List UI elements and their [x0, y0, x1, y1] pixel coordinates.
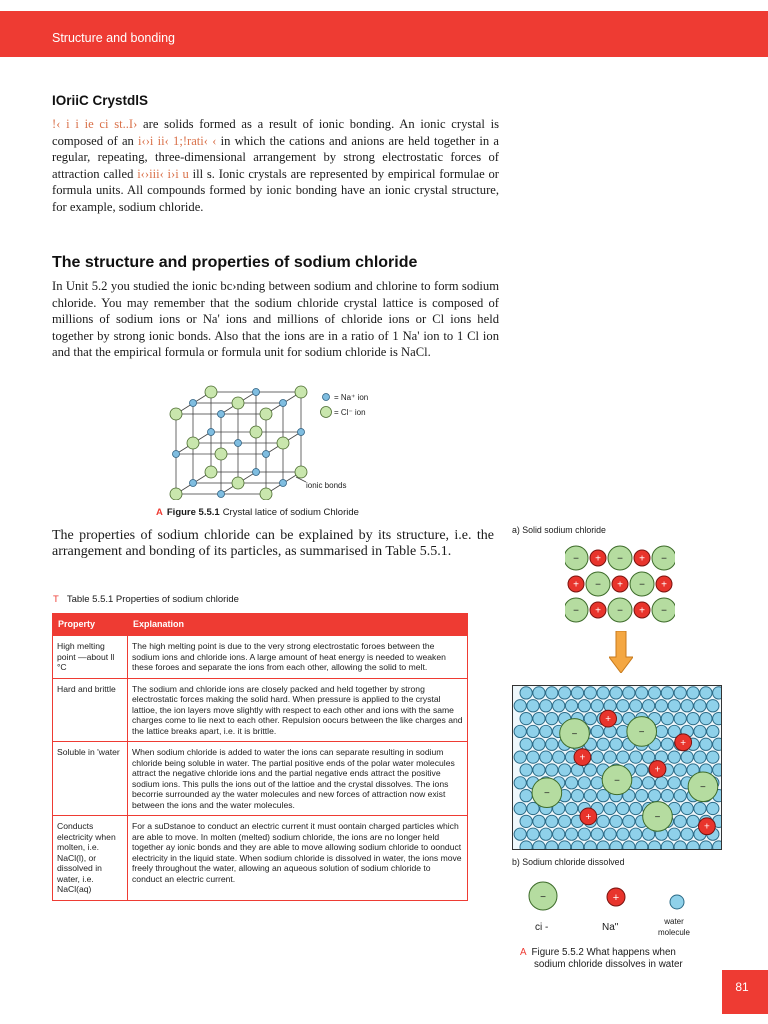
properties-table [52, 613, 468, 901]
water-molecule [559, 687, 571, 699]
water-molecule [630, 751, 642, 763]
page-number: 81 [735, 980, 749, 994]
property-cell: High melting point —about ll °C [53, 636, 128, 679]
water-molecule [617, 700, 629, 712]
water-molecule [514, 700, 526, 712]
water-molecule-icon [670, 895, 684, 909]
explanation-cell: The high melting point is due to the very strong electrostatic foroes between the sodium ions and chloride ions. A large amount of heat energy is needed to weaken these foroes and separate the ions from each other, allowing the solid to melt. [128, 636, 468, 679]
water-molecule [610, 815, 622, 827]
sodium-chloride-paragraph: In Unit 5.2 you studied the ionic bc›nding between sodium and chlorine to form sodium chloride. You may remember that the sodium chloride crystal lattice is composed of millions of sodium ions or Na' ions and millions of chloride ions or Cl ions held together by strong ionic bonds. Also that the ions are in a ratio of 1 Na' ion to 1 Cl ion and that the empirical formula or formula unit for sodium chloride is NaCl. [52, 279, 499, 359]
water-molecule [681, 802, 693, 814]
water-molecule [681, 828, 693, 840]
water-molecule [514, 777, 526, 789]
ion-charge-sign: − [614, 775, 620, 787]
water-molecule [597, 738, 609, 750]
water-molecule [674, 790, 686, 802]
water-molecule [674, 687, 686, 699]
water-molecule [553, 700, 565, 712]
property-cell: Soluble in 'water [53, 742, 128, 816]
water-molecule [617, 751, 629, 763]
water-molecule [661, 841, 673, 850]
water-molecule [681, 751, 693, 763]
water-molecule [514, 802, 526, 814]
ion-charge-sign: − [617, 605, 623, 617]
water-molecule [648, 687, 660, 699]
water-molecule [584, 712, 596, 724]
ion-charge-sign: + [605, 714, 611, 726]
water-molecule [661, 738, 673, 750]
water-molecule [527, 751, 539, 763]
ion-charge-sign: − [571, 728, 578, 740]
water-molecule [578, 828, 590, 840]
water-molecule [584, 687, 596, 699]
water-molecule-legend-label: water molecule [657, 917, 690, 937]
water-molecule [661, 712, 673, 724]
water-molecule [700, 841, 712, 850]
ion-charge-sign: − [638, 726, 645, 738]
water-molecule [553, 751, 565, 763]
explanation-cell: For a suDstanoe to conduct an electric current it must oontain charged particles which are able to move. In molten (melted) sodium chloride, the ions are no longer held together ay ionic bonds and they are able to move allowing sodium chloride to oonduct electricity in the liquid state. When sodium chloride is dissolved in water, the ions move freely throughout the water, allowing an aqueous solution of sodium chloride to conduct an electric current. [128, 816, 468, 901]
water-molecule [668, 751, 680, 763]
property-cell: Conducts electricity when molten, i.e. NaCl(l), or dissolved in water, i.e. NaCl(aq) [53, 816, 128, 901]
water-molecule [591, 700, 603, 712]
ion-charge-sign: − [573, 553, 579, 565]
ion-charge-sign: + [617, 579, 623, 591]
water-molecule [527, 725, 539, 737]
sodium-ion-legend-label: Na" [602, 922, 619, 933]
table-row [53, 816, 468, 901]
ion-charge-sign: + [639, 605, 645, 617]
water-molecule [527, 828, 539, 840]
water-molecule [540, 751, 552, 763]
water-molecule [591, 777, 603, 789]
water-molecule [713, 738, 722, 750]
water-molecule [668, 777, 680, 789]
water-molecule [546, 712, 558, 724]
water-molecule [514, 751, 526, 763]
ion-charge-sign: − [661, 605, 667, 617]
water-molecule [700, 712, 712, 724]
ion-charge-sign: + [573, 579, 579, 591]
water-molecule [520, 712, 532, 724]
water-molecule [648, 790, 660, 802]
water-molecule [520, 764, 532, 776]
dissolved-sodium-chloride-diagram [512, 685, 722, 850]
water-molecule [597, 841, 609, 850]
water-molecule [694, 700, 706, 712]
water-molecule [520, 815, 532, 827]
water-molecule [623, 841, 635, 850]
water-molecule [674, 841, 686, 850]
solid-sodium-chloride-diagram [565, 544, 675, 624]
table-caption: T Table 5.5.1 Properties of sodium chloride [53, 594, 239, 605]
ion-charge-sign: + [579, 752, 586, 764]
water-molecule [617, 802, 629, 814]
table-header-property: Property [53, 614, 128, 636]
cl-ion-legend-label: = Cl⁻ ion [334, 408, 366, 417]
section-heading-ionic-crystals: IOriiC CrystdlS [52, 93, 149, 108]
water-molecule [694, 725, 706, 737]
ionic-bonds-label: ionic bonds [306, 481, 347, 490]
chapter-title: Structure and bonding [52, 31, 176, 45]
ion-charge-sign: − [639, 579, 645, 591]
ion-charge-sign: + [661, 579, 667, 591]
water-molecule [713, 841, 722, 850]
water-molecule [540, 700, 552, 712]
water-molecule [661, 687, 673, 699]
water-molecule [623, 687, 635, 699]
water-molecule [642, 700, 654, 712]
water-molecule [514, 725, 526, 737]
water-molecule [597, 815, 609, 827]
ion-charge-sign: − [595, 579, 601, 591]
table-header-explanation: Explanation [128, 614, 468, 636]
water-molecule [707, 751, 719, 763]
water-molecule [636, 764, 648, 776]
water-molecule [604, 802, 616, 814]
water-molecule [546, 815, 558, 827]
water-molecule [707, 802, 719, 814]
water-molecule [713, 712, 722, 724]
water-molecule [604, 751, 616, 763]
property-cell: Hard and brittle [53, 678, 128, 742]
water-molecule [559, 841, 571, 850]
water-molecule [565, 828, 577, 840]
solid-sodium-chloride-label: a) Solid sodium chloride [512, 525, 606, 535]
water-molecule [553, 828, 565, 840]
water-molecule [565, 777, 577, 789]
water-molecule [610, 841, 622, 850]
water-molecule [674, 764, 686, 776]
figure-5-5-1-caption: A Figure 5.5.1 Crystal latice of sodium Chloride [156, 507, 359, 518]
water-molecule [687, 841, 699, 850]
water-molecule [630, 828, 642, 840]
ion-charge-sign: − [661, 553, 667, 565]
water-molecule [540, 828, 552, 840]
ion-charge-sign: − [617, 553, 623, 565]
water-molecule [546, 841, 558, 850]
ion-charge-sign: + [595, 605, 601, 617]
ion-charge-sign: − [654, 811, 661, 823]
ion-charge-sign: + [585, 811, 592, 823]
water-molecule [694, 751, 706, 763]
water-molecule [533, 841, 545, 850]
water-molecule [655, 700, 667, 712]
water-molecule [591, 725, 603, 737]
water-molecule [636, 687, 648, 699]
water-molecule [591, 828, 603, 840]
water-molecule [610, 738, 622, 750]
water-molecule [533, 687, 545, 699]
water-molecule [533, 815, 545, 827]
table-row [53, 678, 468, 742]
ionic-crystals-paragraph: !‹ i i ie ci st..I› are solids formed as a result of ionic bonding. An ionic crystal is composed of an i‹›i ii‹ 1;!rati‹ ‹ in which the cations and anions are held together in a regular, repeating, three-dimensional arrangement by strong electrostatic forces of attraction called i‹›iii‹ i›i u ill s. Ionic crystals are represented by empirical formulae or formula units. All compounds formed by ionic bonding have an ionic crystal structure, for example, sodium chloride. [52, 117, 500, 214]
ion-charge-sign: + [595, 553, 601, 565]
properties-intro-paragraph: The properties of sodium chloride can be explained by its structure, i.e. the arrangement and bonding of its particles, as summarised in Table 5.5.1. [52, 528, 494, 559]
ion-charge-sign: + [704, 821, 710, 833]
water-molecule [713, 764, 722, 776]
water-molecule [674, 712, 686, 724]
ion-charge-sign: − [573, 605, 579, 617]
water-molecule [546, 687, 558, 699]
water-molecule [559, 764, 571, 776]
table-row [53, 636, 468, 679]
water-molecule [571, 687, 583, 699]
term-ionic-bonds: i‹›iii‹ i›i u [137, 166, 189, 181]
explanation-cell: The sodium and chloride ions are closely packed and held together by strong electrostatic forces making the solid hard. When pressure is applied to the crystal lattioe, the ion layers move slightly with respect to each other and ions with the same charges come to lie next to each other. Repulsion oocurs between the like charges and the lattice breaks apart, i.e. it is brittle. [128, 678, 468, 742]
water-molecule [687, 815, 699, 827]
water-molecule [520, 687, 532, 699]
water-molecule [527, 700, 539, 712]
chloride-ion-sign: − [540, 892, 546, 903]
water-molecule [617, 828, 629, 840]
water-molecule [565, 802, 577, 814]
cl-ion-legend-icon [321, 407, 332, 418]
ion-charge-sign: + [639, 553, 645, 565]
water-molecule [578, 700, 590, 712]
chloride-ion-legend-label: ci - [535, 922, 549, 933]
ion-charge-sign: + [680, 737, 687, 749]
water-molecule [533, 764, 545, 776]
water-molecule [520, 738, 532, 750]
water-molecule [668, 700, 680, 712]
water-molecule [604, 828, 616, 840]
water-molecule [578, 777, 590, 789]
water-molecule [707, 700, 719, 712]
water-molecule [584, 841, 596, 850]
explanation-cell: When sodium chloride is added to water the ions can separate resulting in sodium chloride being soluble in water. The partial positive ends of the polar water molecules attract the negative chloride ions and the partial negative ends attract the positive sodium ions. This pulls the ions out of the lattioe and the crystal dissolves. The ions becorrie surrounded ay the water molecules and new forces of attraction now exist between the ions and the water molecules. [128, 742, 468, 816]
figure-5-5-2-caption: A Figure 5.5.2 What happens when sodium chloride dissolves in water [520, 947, 683, 970]
water-molecule [713, 687, 722, 699]
ion-charge-sign: − [700, 782, 706, 794]
water-molecule [565, 700, 577, 712]
water-molecule [514, 828, 526, 840]
water-molecule [630, 802, 642, 814]
water-molecule [700, 687, 712, 699]
water-molecule [700, 738, 712, 750]
water-molecule [707, 725, 719, 737]
water-molecule [681, 700, 693, 712]
water-molecule [655, 777, 667, 789]
water-molecule [636, 790, 648, 802]
water-molecule [571, 841, 583, 850]
water-molecule [597, 687, 609, 699]
water-molecule [533, 712, 545, 724]
water-molecule [546, 764, 558, 776]
water-molecule [630, 700, 642, 712]
water-molecule [559, 815, 571, 827]
na-ion-legend-label: = Na⁺ ion [334, 393, 369, 402]
table-row [53, 742, 468, 816]
water-molecule [687, 687, 699, 699]
section-heading-sodium-chloride: The structure and properties of sodium chloride [52, 254, 418, 271]
water-molecule [687, 712, 699, 724]
water-molecule [668, 828, 680, 840]
water-molecule [520, 790, 532, 802]
water-molecule [694, 802, 706, 814]
water-molecule [674, 815, 686, 827]
sodium-ion-sign: + [612, 892, 620, 904]
water-molecule [546, 738, 558, 750]
ion-charge-sign: + [654, 764, 661, 776]
water-molecule [636, 841, 648, 850]
water-molecule [571, 790, 583, 802]
water-molecule [661, 790, 673, 802]
crystal-lattice-diagram [166, 382, 396, 500]
dissolved-sodium-chloride-label: b) Sodium chloride dissolved [512, 857, 625, 867]
water-molecule [584, 790, 596, 802]
na-ion-legend-icon [323, 394, 330, 401]
down-arrow-icon [609, 631, 633, 673]
water-molecule [520, 841, 532, 850]
water-molecule [540, 725, 552, 737]
ion-charge-sign: − [543, 788, 550, 800]
water-molecule [623, 815, 635, 827]
water-molecule [533, 738, 545, 750]
water-molecule [610, 687, 622, 699]
term-crystal-lattice: i‹›i ii‹ 1;!rati‹ ‹ [138, 133, 217, 148]
water-molecule [648, 841, 660, 850]
water-molecule [584, 764, 596, 776]
water-molecule [642, 777, 654, 789]
term-ionic-crystals: !‹ i i ie ci st..I› [52, 117, 138, 131]
water-molecule [655, 725, 667, 737]
water-molecule [591, 751, 603, 763]
